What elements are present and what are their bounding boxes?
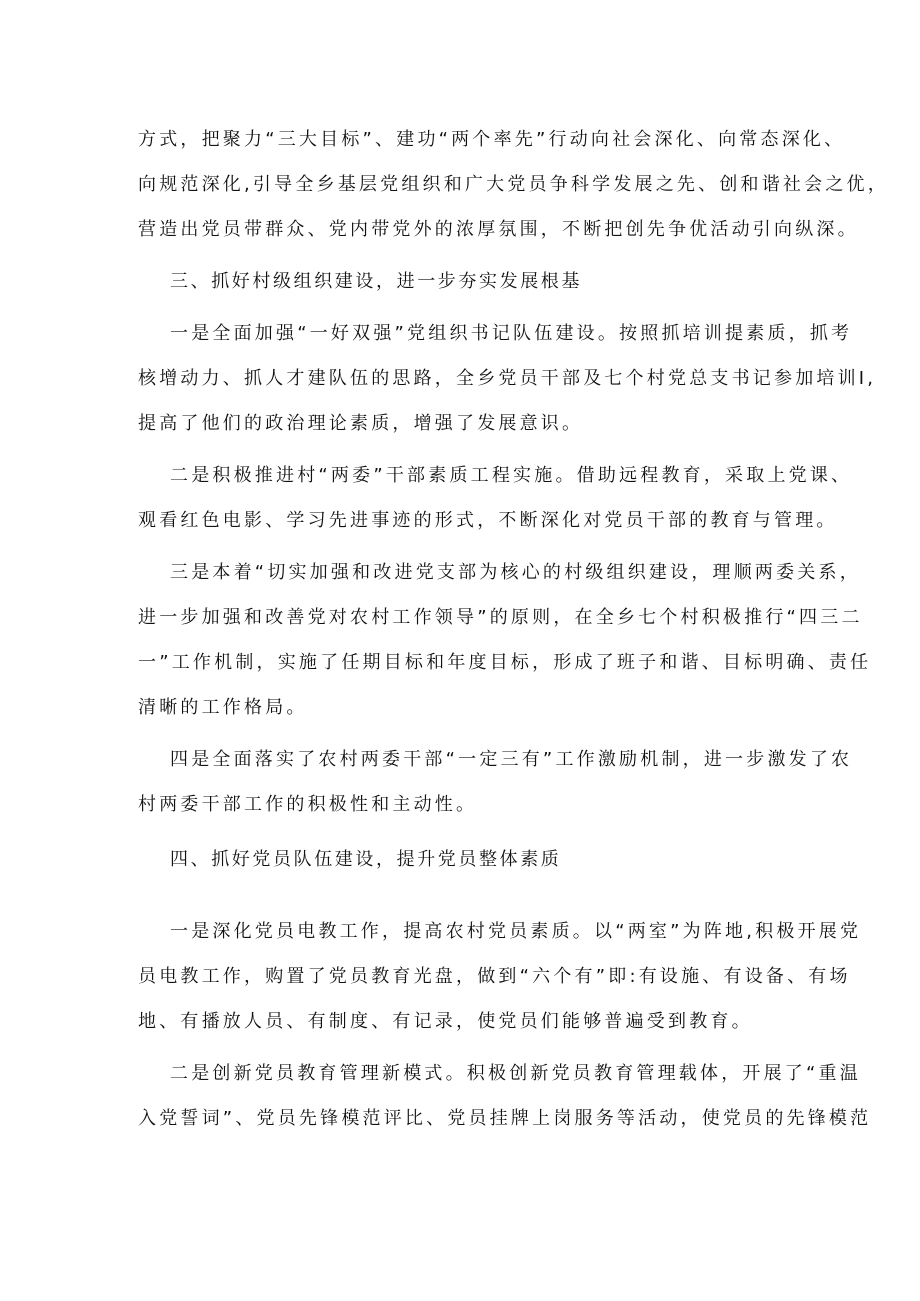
paragraph-line: 二是积极推进村“两委”干部素质工程实施。借助远程教育，采取上党课、 xyxy=(170,465,853,486)
paragraph-line: 一是深化党员电教工作，提高农村党员素质。以“两室”为阵地,积极开展党 xyxy=(170,921,862,942)
paragraph-line: 村两委干部工作的积极性和主动性。 xyxy=(138,794,478,815)
paragraph-line: 营造出党员带群众、党内带党外的浓厚氛围，不断把创先争优活动引向纵深。 xyxy=(138,219,859,240)
paragraph-line: 一”工作机制，实施了任期目标和年度目标，形成了班子和谐、目标明确、责任 xyxy=(138,652,872,673)
paragraph-line: 一是全面加强“一好双强”党组织书记队伍建设。按照抓培训提素质，抓考 xyxy=(170,323,853,344)
paragraph-line: 地、有播放人员、有制度、有记录，使党员们能够普遍受到教育。 xyxy=(138,1011,753,1032)
paragraph-line: 员电教工作，购置了党员教育光盘，做到“六个有”即:有设施、有设备、有场 xyxy=(138,966,851,987)
section-heading: 三、抓好村级组织建设，进一步夯实发展根基 xyxy=(170,271,582,292)
paragraph-line: 清晰的工作格局。 xyxy=(138,697,308,718)
paragraph-line: 观看红色电影、学习先进事迹的形式，不断深化对党员干部的教育与管理。 xyxy=(138,510,838,531)
paragraph-line: 核增动力、抓人才建队伍的思路，全乡党员干部及七个村党总支书记参加培训Ⅰ, xyxy=(138,368,877,389)
paragraph-line: 二是创新党员教育管理新模式。积极创新党员教育管理载体，开展了“重温 xyxy=(170,1063,861,1084)
paragraph-line: 方式，把聚力“三大目标”、建功“两个率先”行动向社会深化、向常态深化、 xyxy=(138,129,846,150)
paragraph-line: 进一步加强和改善党对农村工作领导”的原则，在全乡七个村积极推行“四三二 xyxy=(138,607,863,628)
paragraph-line: 四是全面落实了农村两委干部“一定三有”工作激励机制，进一步激发了农 xyxy=(170,749,853,770)
paragraph-line: 入党誓词”、党员先锋模范评比、党员挂牌上岗服务等活动，使党员的先锋模范 xyxy=(138,1108,872,1129)
paragraph-line: 提高了他们的政治理论素质，增强了发展意识。 xyxy=(138,413,584,434)
section-heading: 四、抓好党员队伍建设，提升党员整体素质 xyxy=(170,849,562,870)
paragraph-line: 向规范深化,引导全乡基层党组织和广大党员争科学发展之先、创和谐社会之优， xyxy=(138,174,889,195)
paragraph-line: 三是本着“切实加强和改进党支部为核心的村级组织建设，理顺两委关系， xyxy=(170,562,861,583)
